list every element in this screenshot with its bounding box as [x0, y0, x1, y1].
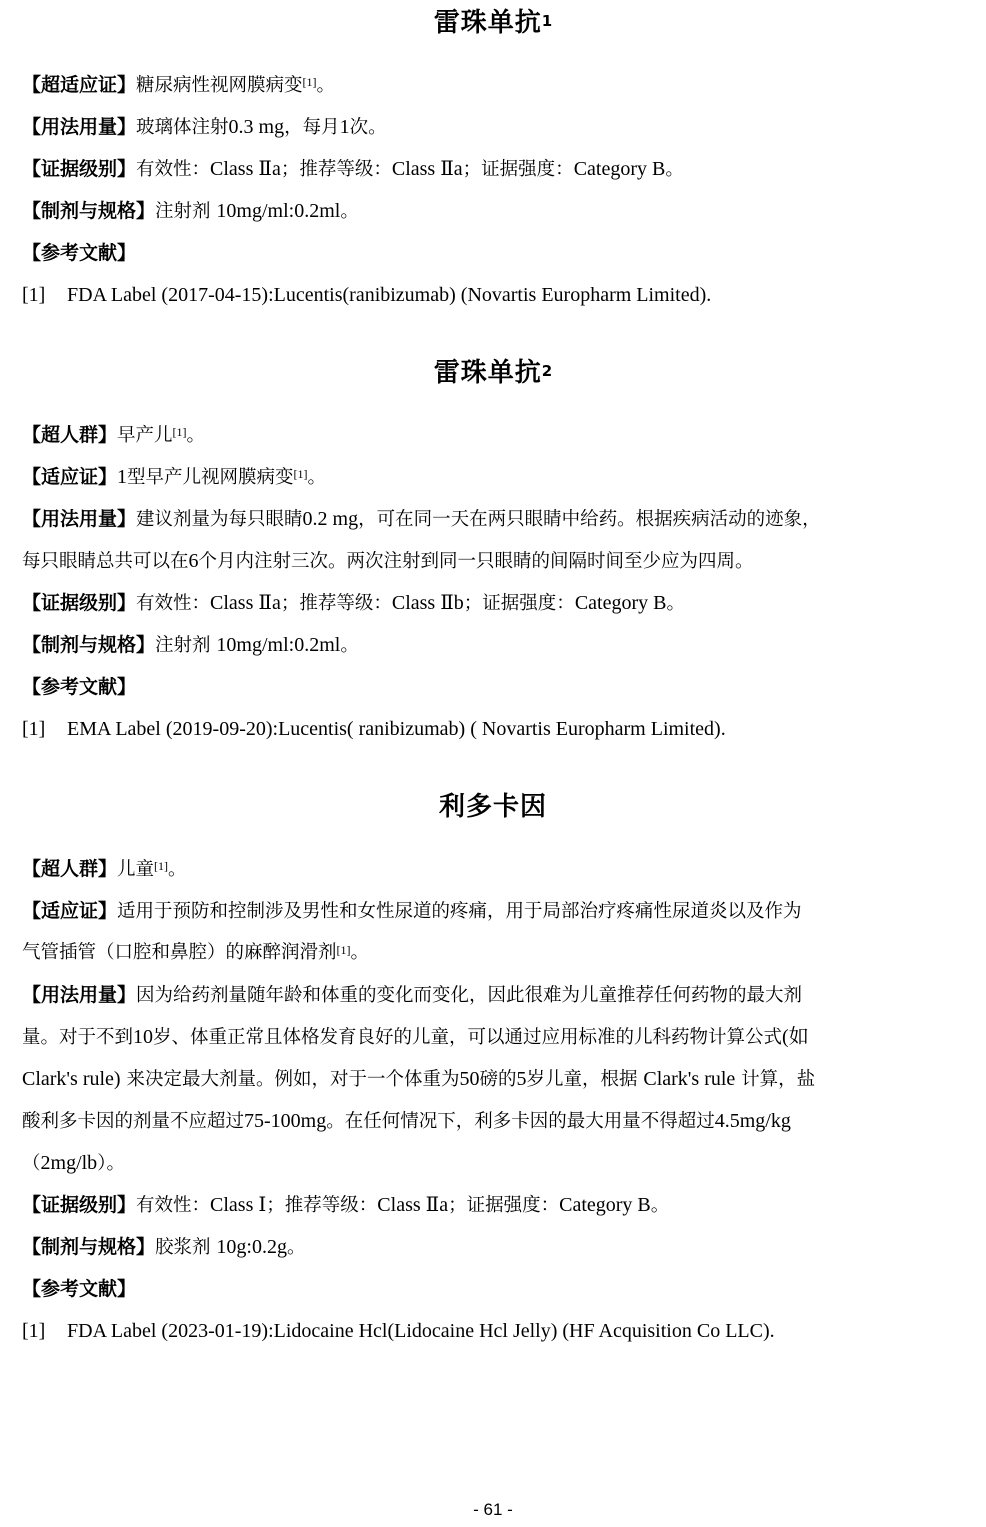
field-text: 注射剂	[155, 201, 217, 222]
dosage-line-continued	[22, 1024, 952, 1051]
field-text: 10mg/ml:0.2ml	[216, 634, 341, 656]
evidence-level-line	[22, 590, 952, 617]
punctuation: 。	[350, 942, 370, 963]
field-text: 。在任何情况下，利多卡因的最大用量不得超过	[326, 1111, 715, 1132]
field-text: 。	[340, 201, 359, 222]
field-text: Class Ⅱb	[391, 592, 464, 614]
punctuation: 。	[168, 859, 187, 880]
dosage-line	[22, 506, 952, 533]
reference-text: FDA Label (2017-04-15):Lucentis(ranibizumab) (Novartis Europharm Limited).	[67, 284, 712, 306]
field-label: 【超适应证】	[22, 74, 137, 96]
off-label-population-line	[22, 856, 952, 883]
evidence-level-line	[22, 1192, 952, 1219]
field-label: 【制剂与规格】	[22, 200, 156, 222]
field-label: 【适应证】	[22, 900, 118, 922]
field-text: Class Ⅱa	[391, 158, 463, 180]
field-text: 有效性：	[136, 1195, 211, 1216]
field-label: 【证据级别】	[22, 158, 137, 180]
field-label: 【用法用量】	[22, 508, 137, 530]
field-text: 建议剂量为每只眼睛	[136, 509, 303, 530]
field-text: Class Ⅰ	[210, 1194, 267, 1216]
reference-number: [1]	[22, 1320, 46, 1342]
reference-text: FDA Label (2023-01-19):Lidocaine Hcl(Lidocaine Hcl Jelly) (HF Acquisition Co LLC).	[67, 1320, 775, 1342]
field-text: ；推荐等级：	[266, 1195, 378, 1216]
field-text: 0.2 mg	[302, 508, 359, 530]
field-text: 适用于预防和控制涉及男性和女性尿道的疼痛，用于局部治疗疼痛性尿道炎以及作为	[117, 901, 802, 922]
dosage-line-continued	[22, 1066, 952, 1093]
field-label: 【参考文献】	[22, 242, 137, 264]
field-text: ；推荐等级：	[280, 593, 392, 614]
field-text: 岁儿童，根据	[526, 1069, 644, 1090]
dosage-line-continued	[22, 1108, 952, 1135]
field-text: ；推荐等级：	[280, 159, 392, 180]
reference-number: [1]	[22, 284, 46, 306]
field-text: 玻璃体注射	[136, 117, 229, 138]
field-text: Category B	[559, 1194, 651, 1216]
field-text: 。	[286, 1237, 306, 1258]
field-text: 量。对于不到	[22, 1027, 134, 1048]
field-text: 。	[650, 1195, 670, 1216]
field-text: 来决定最大剂量。例如，对于一个体重为	[120, 1069, 460, 1090]
punctuation: 。	[307, 467, 327, 488]
field-text: Category B	[574, 592, 667, 614]
field-text: ；证据强度：	[462, 159, 574, 180]
field-text: 有效性：	[136, 159, 211, 180]
field-text: Clark's rule)	[22, 1068, 121, 1090]
field-text: 6	[188, 550, 199, 572]
field-text: 磅的	[479, 1069, 517, 1090]
field-text: 10g:0.2g	[216, 1236, 287, 1258]
section-title-text: 雷珠单抗	[433, 8, 542, 38]
field-text: 早产儿	[117, 425, 173, 446]
reference-item	[22, 1318, 952, 1345]
field-text: Category B	[573, 158, 666, 180]
field-text: ，每月	[284, 117, 340, 138]
references-heading	[22, 240, 952, 267]
field-text: 个月内注射三次。两次注射到同一只眼睛的间隔时间至少应为四周。	[198, 551, 754, 572]
field-label: 【证据级别】	[22, 592, 137, 614]
formulation-line	[22, 1234, 952, 1261]
evidence-level-line	[22, 156, 952, 183]
field-text: 气管插管（口腔和鼻腔）的麻醉润滑剂	[22, 942, 337, 963]
section-title-ranibizumab-1	[0, 6, 986, 40]
field-text: （	[22, 1153, 41, 1174]
field-text: 注射剂	[155, 635, 217, 656]
field-text: Class Ⅱa	[210, 592, 281, 614]
field-label: 【用法用量】	[22, 116, 137, 138]
field-text: 0.3 mg	[228, 116, 285, 138]
field-text: 每只眼睛总共可以在	[22, 551, 189, 572]
field-text: Clark's rule	[643, 1068, 736, 1090]
reference-item	[22, 282, 952, 309]
field-text: 因为给药剂量随年龄和体重的变化而变化，因此很难为儿童推荐任何药物的最大剂	[136, 985, 803, 1006]
field-text: 2mg/lb	[40, 1152, 98, 1174]
field-text: 次。	[349, 117, 387, 138]
field-text: 75-100mg	[244, 1110, 327, 1132]
dosage-line	[22, 982, 952, 1009]
section-title-text: 雷珠单抗	[433, 358, 542, 388]
section-title-ranibizumab-2	[0, 356, 986, 390]
references-heading	[22, 674, 952, 701]
field-text: Class Ⅱa	[377, 1194, 449, 1216]
field-text: ；证据强度：	[448, 1195, 560, 1216]
field-label: 【适应证】	[22, 466, 118, 488]
field-text: 50	[459, 1068, 480, 1090]
field-label: 【参考文献】	[22, 676, 137, 698]
field-text: 儿童	[117, 859, 155, 880]
indication-line	[22, 898, 952, 925]
field-label: 【证据级别】	[22, 1194, 137, 1216]
citation-marker: [1]	[154, 859, 169, 873]
field-label: 【用法用量】	[22, 984, 137, 1006]
references-heading	[22, 1276, 952, 1303]
field-label: 【制剂与规格】	[22, 634, 156, 656]
citation-marker: [1]	[293, 467, 308, 481]
field-text: 酸利多卡因的剂量不应超过	[22, 1111, 245, 1132]
field-label: 【超人群】	[22, 424, 118, 446]
field-text: 10mg/ml:0.2ml	[216, 200, 341, 222]
reference-text: EMA Label (2019-09-20):Lucentis( ranibizumab) ( Novartis Europharm Limited).	[67, 718, 726, 740]
field-text: 10	[133, 1026, 154, 1048]
field-text: (如	[782, 1026, 809, 1048]
field-text: 。	[666, 593, 685, 614]
section-title-text: 利多卡因	[438, 792, 547, 822]
off-label-indication-line	[22, 72, 952, 99]
field-text: 岁、体重正常且体格发育良好的儿童，可以通过应用标准的儿科药物计算公式	[153, 1027, 783, 1048]
punctuation: 。	[316, 75, 336, 96]
field-label: 【超人群】	[22, 858, 118, 880]
reference-number: [1]	[22, 718, 46, 740]
section-title-superscript: 2	[541, 362, 553, 380]
field-label: 【制剂与规格】	[22, 1236, 156, 1258]
section-title-lidocaine	[0, 790, 986, 824]
reference-item	[22, 716, 952, 743]
dosage-line-continued	[22, 1150, 952, 1177]
indication-line-continued	[22, 940, 952, 966]
dosage-line-continued	[22, 548, 952, 575]
punctuation: 。	[186, 425, 206, 446]
field-text: 。	[665, 159, 684, 180]
off-label-population-line	[22, 422, 952, 449]
indication-line	[22, 464, 952, 491]
field-text: Class Ⅱa	[210, 158, 281, 180]
field-text: 1	[117, 466, 128, 488]
field-text: 胶浆剂	[155, 1237, 217, 1258]
field-text: 。	[340, 635, 359, 656]
field-text: 有效性：	[136, 593, 211, 614]
citation-marker: [1]	[172, 425, 187, 439]
formulation-line	[22, 632, 952, 659]
field-text: 4.5mg/kg	[714, 1110, 791, 1132]
formulation-line	[22, 198, 952, 225]
field-text: 糖尿病性视网膜病变	[136, 75, 303, 96]
field-text: 型早产儿视网膜病变	[127, 467, 294, 488]
field-text: 1	[339, 116, 350, 138]
field-text: ，可在同一天在两只眼睛中给药。根据疾病活动的迹象，	[358, 509, 821, 530]
citation-marker: [1]	[302, 75, 317, 89]
field-text: 计算，盐	[735, 1069, 816, 1090]
field-text: ；证据强度：	[463, 593, 575, 614]
section-title-superscript: 1	[541, 12, 553, 30]
field-text: ）。	[97, 1153, 125, 1174]
page-number: - 61 -	[473, 1500, 513, 1519]
dosage-line	[22, 114, 952, 141]
field-label: 【参考文献】	[22, 1278, 137, 1300]
citation-marker: [1]	[336, 943, 351, 957]
field-text: 5	[516, 1068, 527, 1090]
